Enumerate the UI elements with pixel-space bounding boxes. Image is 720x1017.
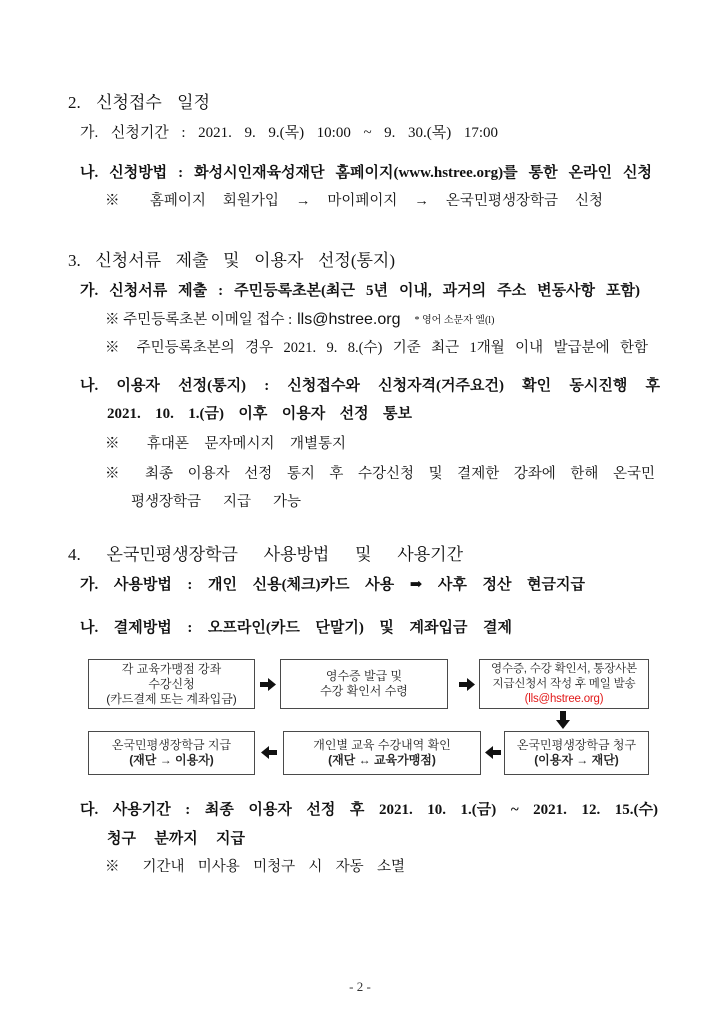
document-submission-item: 가. 신청서류 제출 : 주민등록초본(최근 5년 이내, 과거의 주소 변동사항 포함): [80, 283, 640, 299]
email-submission-label: ※ 주민등록초본 이메일 접수 :: [105, 312, 293, 328]
section-4-heading: 4. 온국민평생장학금 사용방법 및 사용기간: [68, 545, 463, 564]
right-arrow-icon: [260, 678, 276, 691]
flow-step-text: (카드결제 또는 계좌입금): [106, 691, 237, 706]
scholarship-eligibility-note-line1: ※ 최종 이용자 선정 통지 후 수강신청 및 결제한 강좌에 한해 온국민: [105, 466, 655, 482]
sms-notice-note: ※ 휴대폰 문자메시지 개별통지: [105, 436, 346, 452]
user-selection-item-line2: 2021. 10. 1.(금) 이후 이용자 선정 통보: [107, 406, 412, 422]
scholarship-eligibility-note-line2: 평생장학금 지급 가능: [131, 494, 301, 510]
section-3-heading: 3. 신청서류 제출 및 이용자 선정(통지): [68, 251, 395, 270]
payment-method-item: 나. 결제방법 : 오프라인(카드 단말기) 및 계좌입금 결제: [80, 620, 512, 636]
section-2-heading: 2. 신청접수 일정: [68, 93, 210, 112]
flow-step-text: 수강신청: [148, 676, 195, 691]
flow-step-text: 온국민평생장학금 지급: [111, 738, 232, 752]
user-selection-item-line1: 나. 이용자 선정(통지) : 신청접수와 신청자격(거주요건) 확인 동시진행 후: [80, 378, 660, 394]
application-method-item: 나. 신청방법 : 화성시인재육성재단 홈페이지(www.hstree.org)를 통한 온라인 신청: [80, 165, 652, 181]
flow-step-email-application: [479, 659, 649, 709]
usage-period-item-line2: 청구 분까지 지급: [107, 831, 245, 847]
document-validity-note: ※ 주민등록초본의 경우 2021. 9. 8.(수) 기준 최근 1개월 이내 발급분에 한함: [105, 340, 648, 356]
flow-step-text: 영수증 발급 및: [325, 669, 403, 683]
flow-step-direction: (재단 ↔ 교육가맹점): [328, 753, 436, 767]
application-method-note: ※ 홈페이지 회원가입 → 마이페이지 → 온국민평생장학금 신청: [105, 193, 603, 209]
usage-period-item-line1: 다. 사용기간 : 최종 이용자 선정 후 2021. 10. 1.(금) ~ 2021. 12. 15.(수): [80, 802, 658, 818]
email-lowercase-remark: * 영어 소문자 엘(l): [414, 315, 495, 326]
flow-step-text: 각 교육가맹점 강좌: [121, 661, 222, 676]
flow-step-text: 영수증, 수강 확인서, 통장사본: [491, 662, 637, 675]
down-arrow-icon: [556, 711, 570, 729]
flow-step-text: 지급신청서 작성 후 메일 발송: [492, 677, 636, 690]
left-arrow-icon: [261, 746, 277, 759]
application-period-item: 가. 신청기간 : 2021. 9. 9.(목) 10:00 ~ 9. 30.(목) 17:00: [80, 125, 498, 141]
flow-step-direction: (재단 → 이용자): [129, 753, 214, 767]
flow-step-text: 수강 확인서 수령: [320, 684, 408, 698]
page-number: - 2 -: [349, 979, 371, 994]
flow-step-text: 개인별 교육 수강내역 확인: [313, 738, 451, 752]
expiration-note: ※ 기간내 미사용 미청구 시 자동 소멸: [105, 859, 405, 875]
left-arrow-icon: [485, 746, 501, 759]
flow-step-email: (lls@hstree.org): [524, 692, 604, 705]
flow-step-course-enrollment: [88, 659, 255, 709]
right-arrow-icon: [459, 678, 475, 691]
usage-method-item: 가. 사용방법 : 개인 신용(체크)카드 사용 ➡ 사후 정산 현금지급: [80, 577, 585, 593]
submission-email: lls@hstree.org: [297, 311, 401, 328]
email-submission-note: [105, 309, 494, 331]
flow-step-text: 온국민평생장학금 청구: [516, 738, 637, 752]
flow-step-scholarship-claim: [504, 731, 649, 775]
flow-step-direction: (이용자 → 재단): [534, 753, 619, 767]
flow-step-enrollment-verification: [283, 731, 481, 775]
flow-step-scholarship-payment: [88, 731, 255, 775]
flow-step-receipt-issue: [280, 659, 448, 709]
